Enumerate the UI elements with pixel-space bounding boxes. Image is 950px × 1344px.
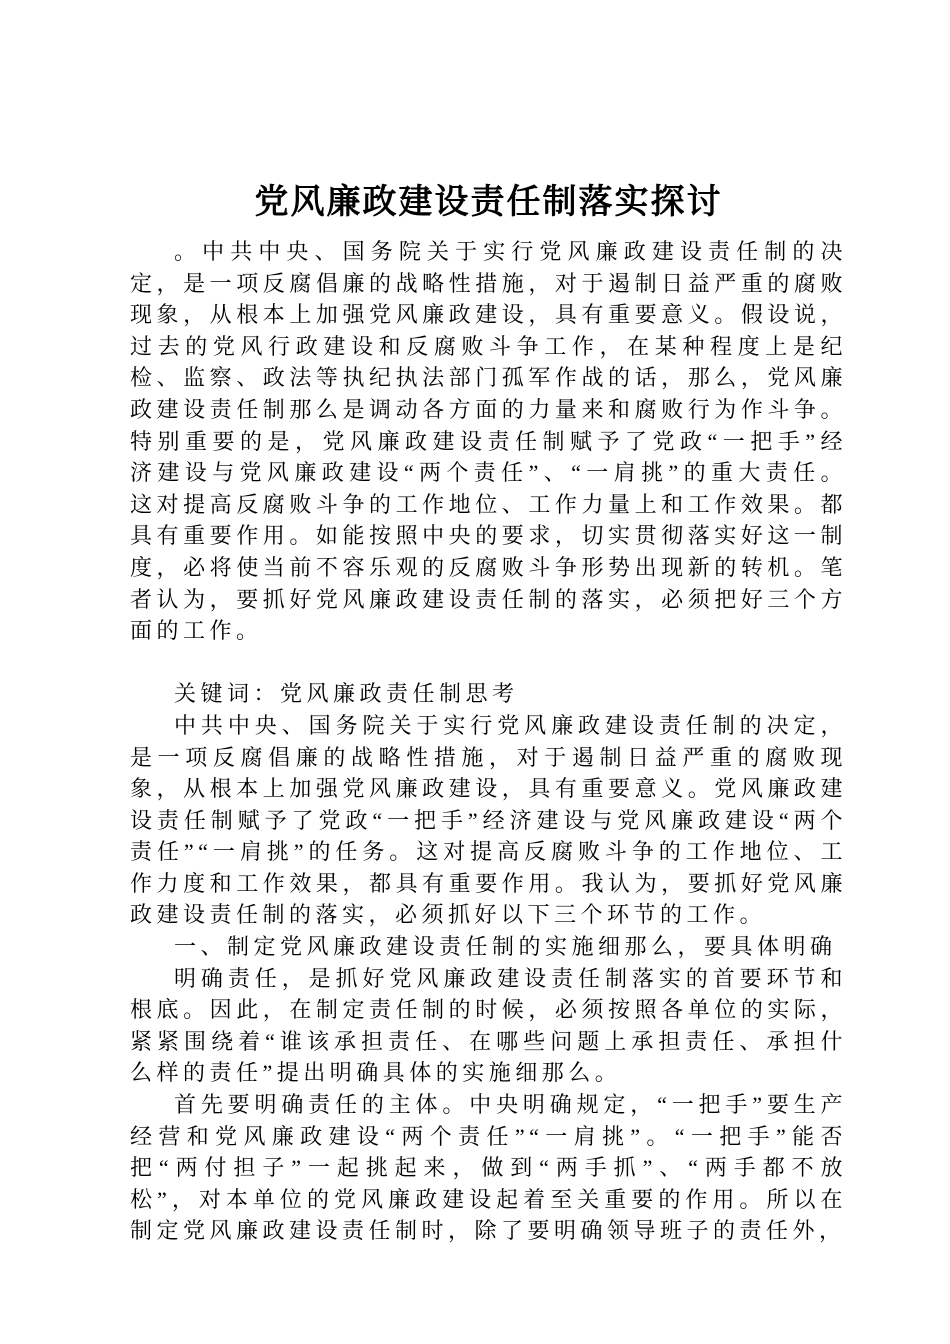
document-title-text: 党风廉政建设责任制落实探讨 [254, 184, 723, 221]
paragraph-body-2: 明确责任，是抓好党风廉政建设责任制落实的首要环节和根底。因此，在制定责任制的时候，必须按照各单位的实际，紧紧围绕着“谁该承担责任、在哪些问题上承担责任、承担什么样的责任”提出明确具体的实施细那么。 [130, 965, 847, 1086]
paragraph-body-1: 中共中央、国务院关于实行党风廉政建设责任制的决定，是一项反腐倡廉的战略性措施，对于遏制日益严重的腐败现象，从根本上加强党风廉政建设，具有重要意义。党风廉政建设责任制赋予了党政“一把手”经济建设与党风廉政建设“两个责任”“一肩挑”的任务。这对提高反腐败斗争的工作地位、工作力度和工作效果，都具有重要作用。我认为，要抓好党风廉政建设责任制的落实，必须抓好以下三个环节的工作。 [130, 712, 847, 928]
paragraph-keywords: 关键词：党风廉政责任制思考 [174, 681, 519, 707]
paragraph-heading-1: 一、制定党风廉政建设责任制的实施细那么，要具体明确 [174, 934, 837, 960]
paragraph-body-3: 首先要明确责任的主体。中央明确规定，“一把手”要生产经营和党风廉政建设“两个责任”“一肩挑”。“一把手”能否把“两付担子”一起挑起来，做到“两手抓”、“两手都不放松”，对本单位的党风廉政建设起着至关重要的作用。所以在制定党风廉政建设责任制时，除了要明确领导班子的责任外， [130, 1092, 847, 1244]
document-title [130, 182, 847, 224]
paragraph-intro: 。中共中央、国务院关于实行党风廉政建设责任制的决定，是一项反腐倡廉的战略性措施，对于遏制日益严重的腐败现象，从根本上加强党风廉政建设，具有重要意义。假设说，过去的党风行政建设和反腐败斗争工作，在某种程度上是纪检、监察、政法等执纪执法部门孤军作战的话，那么，党风廉政建设责任制那么是调动各方面的力量来和腐败行为作斗争。特别重要的是，党风廉政建设责任制赋予了党政“一把手”经济建设与党风廉政建设“两个责任”、“一肩挑”的重大责任。这对提高反腐败斗争的工作地位、工作力量上和工作效果。都具有重要作用。如能按照中央的要求，切实贯彻落实好这一制度，必将使当前不容乐观的反腐败斗争形势出现新的转机。笔者认为，要抓好党风廉政建设责任制的落实，必须把好三个方面的工作。 [130, 239, 847, 644]
